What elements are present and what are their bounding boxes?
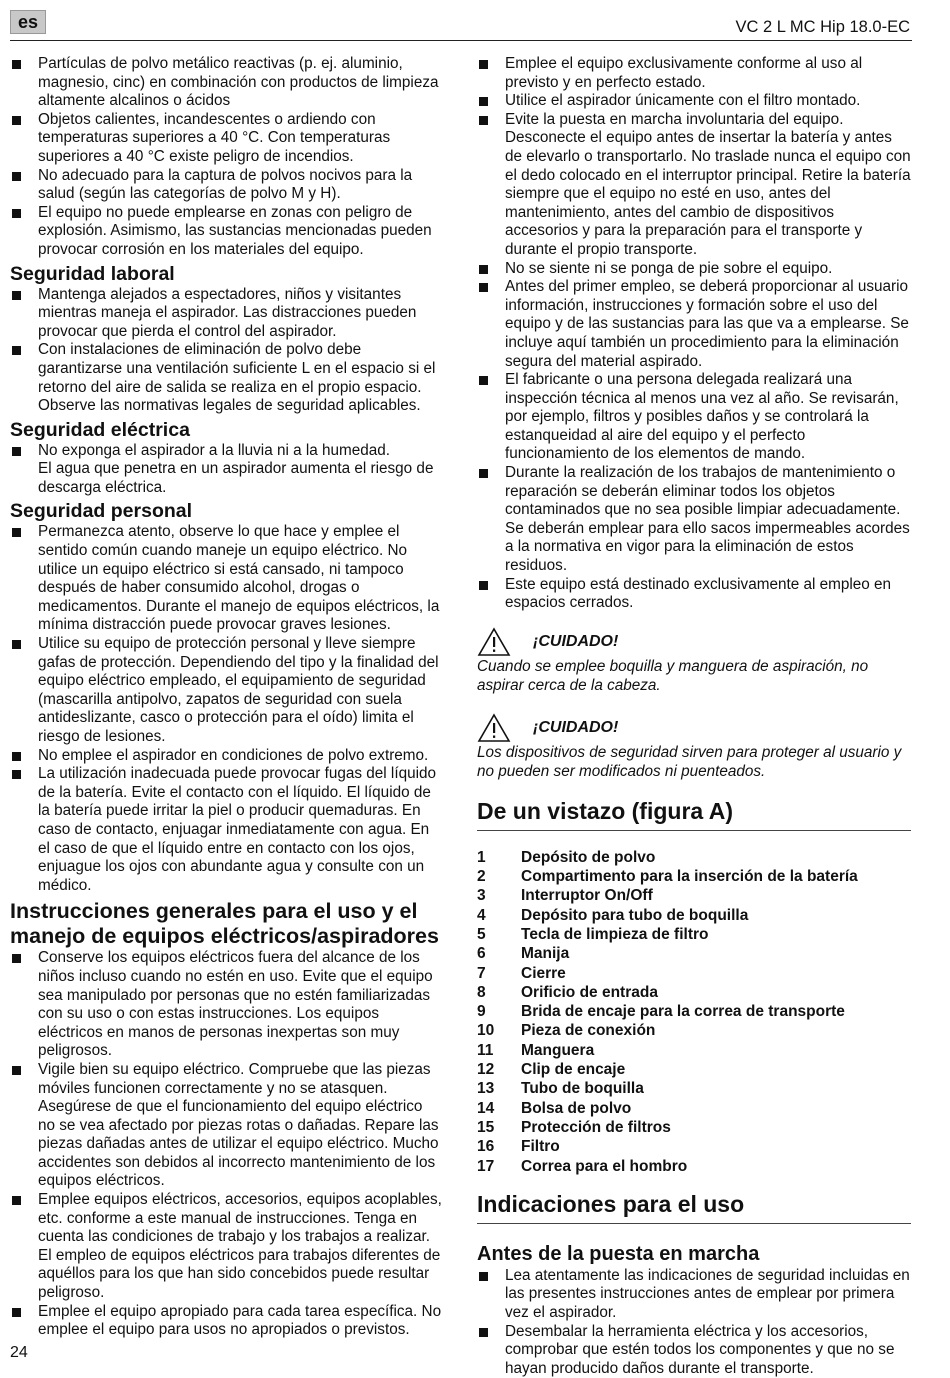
part-item: 16 Filtro bbox=[477, 1138, 560, 1156]
list-item: Antes del primer empleo, se deberá proporcionar al usuario información, instrucciones y formación sobre el uso del equipo y de las sustancias para las que va a emplearse. Se incluye aquí también un procedimiento para la eliminación segura del material aspirado. bbox=[477, 278, 911, 371]
list-item: Vigile bien su equipo eléctrico. Compruebe que las piezas móviles funcionen correctamente y no se atasquen. Asegúrese de que el funcionamiento del equipo eléctrico no se vea afectado por piezas rotas o dañadas. Repare las piezas dañadas antes de utilizar el equipo eléctrico. Mucho accidentes son debidos al incorrecto mantenimiento de los equipos eléctricos. bbox=[10, 1061, 442, 1191]
section-title-electrica: Seguridad eléctrica bbox=[10, 418, 190, 441]
section-title-laboral: Seguridad laboral bbox=[10, 262, 175, 285]
warning-triangle-icon bbox=[477, 627, 511, 657]
before-start-title: Antes de la puesta en marcha bbox=[477, 1242, 760, 1265]
model-name: VC 2 L MC Hip 18.0-EC bbox=[735, 18, 910, 36]
list-item: Emplee equipos eléctricos, accesorios, equipos acoplables, etc. conforme a este manual de instrucciones. Tenga en cuenta las condiciones de trabajo y los trabajos a realizar. El empleo de equipos eléctricos para trabajos diferentes de aquéllos para los que han sido concebidos puede resultar peligroso. bbox=[10, 1191, 442, 1303]
list-item: Partículas de polvo metálico reactivas (p. ej. aluminio, magnesio, cinc) en combinación con productos de limpieza altamente alcalinos o ácidos bbox=[10, 55, 442, 111]
list-item: Mantenga alejados a espectadores, niños y visitantes mientras maneja el aspirador. Las distracciones pueden provocar que pierda el control del aspirador. bbox=[10, 286, 442, 342]
list-item: Emplee el equipo apropiado para cada tarea específica. No emplee el equipo para usos no apropiados o previstos. bbox=[10, 1303, 442, 1340]
overview-title: De un vistazo (figura A) bbox=[477, 797, 911, 831]
list-item: No adecuado para la captura de polvos nocivos para la salud (según las categorías de polvo M y H). bbox=[10, 167, 442, 204]
header-rule bbox=[10, 40, 912, 41]
usage-title: Indicaciones para el uso bbox=[477, 1190, 911, 1224]
left-column bbox=[10, 55, 442, 1340]
part-item: 4 Depósito para tubo de boquilla bbox=[477, 906, 749, 924]
list-item: Durante la realización de los trabajos de mantenimiento o reparación se deberán eliminar todos los objetos contaminados que no sea posible limpiar adecuadamente. Se deberán emplear para ello sacos impermeables acordes a la normativa en vigor para la eliminación de estos residuos. bbox=[477, 464, 911, 576]
caution-text: Los dispositivos de seguridad sirven para proteger al usuario y no pueden ser modificados ni puenteados. bbox=[477, 743, 902, 780]
list-item: La utilización inadecuada puede provocar fugas del líquido de la batería. Evite el contacto con el líquido. El líquido de la batería puede irritar la piel o producir quemaduras. En caso de contacto, enjuagar inmediatamente con agua. En el caso de que el líquido entre en contacto con los ojos, enjuague los ojos con abundante agua y consulte con un médico. bbox=[10, 765, 442, 895]
list-item: Permanezca atento, observe lo que hace y emplee el sentido común cuando maneje un equipo eléctrico. No utilice un equipo eléctrico si está cansado, ni tampoco después de haber consumido alcohol, drogas o medicamentos. Durante el manejo de equipos eléctricos, la mínima distracción puede provocar graves lesiones. bbox=[10, 523, 442, 635]
parts-list bbox=[477, 848, 911, 1176]
list-item: No emplee el aspirador en condiciones de polvo extremo. bbox=[10, 747, 442, 766]
caution-block bbox=[477, 627, 911, 695]
part-item: 9 Brida de encaje para la correa de transporte bbox=[477, 1003, 845, 1021]
part-item: 13 Tubo de boquilla bbox=[477, 1080, 644, 1098]
list-item: Objetos calientes, incandescentes o ardiendo con temperaturas superiores a 40 °C. Con temperaturas superiores a 40 °C existe peligro de incendios. bbox=[10, 111, 442, 167]
section-title-generales: Instrucciones generales para el uso y el manejo de equipos eléctricos/aspiradores bbox=[10, 899, 439, 949]
part-item: 14 Bolsa de polvo bbox=[477, 1099, 632, 1117]
right-column bbox=[477, 55, 911, 1378]
list-item: Utilice el aspirador únicamente con el filtro montado. bbox=[477, 92, 911, 111]
warning-triangle-icon bbox=[477, 713, 511, 743]
caution-text: Cuando se emplee boquilla y manguera de aspiración, no aspirar cerca de la cabeza. bbox=[477, 657, 869, 694]
part-item: 15 Protección de filtros bbox=[477, 1118, 671, 1136]
list-item: El equipo no puede emplearse en zonas con peligro de explosión. Asimismo, las sustancias mencionadas pueden provocar corrosión en los materiales del equipo. bbox=[10, 204, 442, 260]
list-item: Con instalaciones de eliminación de polvo debe garantizarse una ventilación suficiente L en el espacio si el retorno del aire de salida se realiza en el propio espacio. Observe las normativas legales de seguridad aplicables. bbox=[10, 341, 442, 415]
part-item: 7 Cierre bbox=[477, 964, 566, 982]
language-badge: es bbox=[10, 10, 46, 34]
part-item: 2 Compartimento para la inserción de la batería bbox=[477, 868, 858, 886]
part-item: 17 Correa para el hombro bbox=[477, 1157, 688, 1175]
caution-title: ¡CUIDADO! bbox=[533, 718, 619, 736]
part-item: 11 Manguera bbox=[477, 1041, 595, 1059]
list-item: Evite la puesta en marcha involuntaria del equipo. Desconecte el equipo antes de insertar la batería y antes de elevarlo o transportarlo. No traslade nunca el equipo con el dedo colocado en el interruptor principal. Retire la batería siempre que el equipo no esté en uso, antes del mantenimiento, antes del cambio de dispositivos accesorios y para la preparación para el transporte y durante el propio transporte. bbox=[477, 111, 911, 260]
part-item: 6 Manija bbox=[477, 945, 570, 963]
part-item: 5 Tecla de limpieza de filtro bbox=[477, 926, 709, 943]
list-item: Utilice su equipo de protección personal y lleve siempre gafas de protección. Dependiendo del tipo y la finalidad del equipo eléctrico empleado, el equipamiento de seguridad (mascarilla antipolvo, zapatos de seguridad con suela antideslizante, casco o protección para el oído) limita el riesgo de lesiones. bbox=[10, 635, 442, 747]
part-item: 3 Interruptor On/Off bbox=[477, 887, 653, 905]
list-item: El fabricante o una persona delegada realizará una inspección técnica al menos una vez al año. Se revisarán, por ejemplo, filtros y posibles daños y se controlará la estanqueidad al aire del equipo y el perfecto funcionamiento de los elementos de mando. bbox=[477, 371, 911, 464]
part-item: 1 Depósito de polvo bbox=[477, 848, 656, 866]
part-item: 10 Pieza de conexión bbox=[477, 1022, 656, 1040]
section-title-personal: Seguridad personal bbox=[10, 500, 193, 523]
list-item: Lea atentamente las indicaciones de seguridad incluidas en las presentes instrucciones antes de emplear por primera vez el aspirador. bbox=[477, 1267, 911, 1323]
part-item: 12 Clip de encaje bbox=[477, 1061, 626, 1079]
list-item: No se siente ni se ponga de pie sobre el equipo. bbox=[477, 260, 911, 279]
list-item: Conserve los equipos eléctricos fuera del alcance de los niños incluso cuando no estén en uso. Evite que el equipo sea manipulado por personas que no estén familiarizadas con su uso o con estas instrucciones. Los equipos eléctricos en manos de personas inexpertas son muy peligrosos. bbox=[10, 949, 442, 1061]
part-item: 8 Orificio de entrada bbox=[477, 983, 658, 1001]
list-item: Este equipo está destinado exclusivamente al empleo en espacios cerrados. bbox=[477, 576, 911, 613]
list-item: Emplee el equipo exclusivamente conforme al uso al previsto y en perfecto estado. bbox=[477, 55, 911, 92]
list-item: No exponga el aspirador a la lluvia ni a la humedad. bbox=[10, 442, 442, 461]
caution-block bbox=[477, 713, 911, 781]
list-item-continuation: El agua que penetra en un aspirador aumenta el riesgo de descarga eléctrica. bbox=[38, 460, 434, 496]
caution-title: ¡CUIDADO! bbox=[533, 632, 619, 650]
list-item: Desembalar la herramienta eléctrica y los accesorios, comprobar que estén todos los componentes y que no se hayan producido daños durante el transporte. bbox=[477, 1323, 911, 1378]
page-number: 24 bbox=[10, 1344, 28, 1361]
